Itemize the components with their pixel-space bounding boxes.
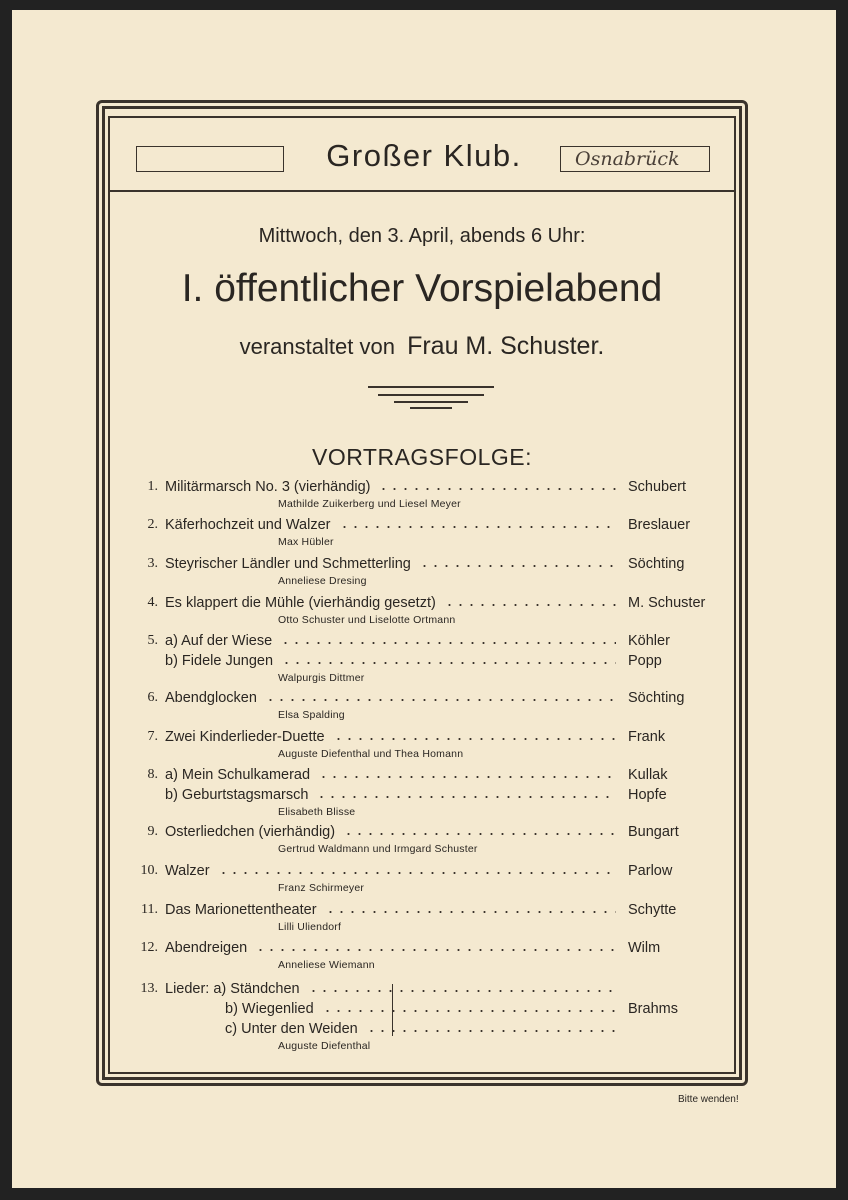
item-number: 12. xyxy=(140,940,158,955)
item-performers: Lilli Uliendorf xyxy=(278,921,342,933)
dot-leader xyxy=(280,637,616,649)
item-number: 10. xyxy=(140,863,158,878)
handwritten-note: Osnabrück xyxy=(575,148,680,170)
organizer-name: Frau M. Schuster. xyxy=(407,332,605,360)
item-performers: Gertrud Waldmann und Irmgard Schuster xyxy=(278,843,478,855)
item-title: Steyrischer Ländler und Schmetterling xyxy=(165,556,411,572)
event-title: I. öffentlicher Vorspielabend xyxy=(181,267,663,310)
item-performers: Anneliese Wiemann xyxy=(278,959,375,971)
item-title: b) Fidele Jungen xyxy=(165,653,274,669)
dot-leader xyxy=(322,1005,616,1017)
dot-leader xyxy=(318,771,616,783)
item-performers: Franz Schirmeyer xyxy=(278,882,365,894)
item-number: 4. xyxy=(147,595,158,610)
dot-leader xyxy=(333,733,616,745)
item-title: Lieder: a) Ständchen xyxy=(165,981,300,997)
item-number: 8. xyxy=(147,767,158,782)
event-organizer xyxy=(108,332,736,361)
item-number: 7. xyxy=(147,729,158,744)
item-title: Militärmarsch No. 3 (vierhändig) xyxy=(165,479,371,495)
handwritten-box xyxy=(560,146,710,172)
item-performers: Auguste Diefenthal xyxy=(278,1040,371,1052)
item-composer: Kullak xyxy=(628,767,668,783)
item-number: 9. xyxy=(147,824,158,839)
item-composer: Schubert xyxy=(628,479,687,495)
footer-note: Bitte wenden! xyxy=(678,1094,739,1105)
item-performers: Max Hübler xyxy=(278,536,334,548)
blank-box xyxy=(136,146,284,172)
item-performers: Walpurgis Dittmer xyxy=(278,672,365,684)
dot-leader xyxy=(308,985,616,997)
item-composer: Breslauer xyxy=(628,517,691,533)
item-number: 13. xyxy=(140,981,158,996)
item-number: 5. xyxy=(147,633,158,648)
dot-leader xyxy=(218,867,616,879)
dot-leader xyxy=(316,791,616,803)
item-number: 6. xyxy=(147,690,158,705)
item-performers: Anneliese Dresing xyxy=(278,575,367,587)
item-performers: Elsa Spalding xyxy=(278,709,345,721)
item-title: Zwei Kinderlieder-Duette xyxy=(165,729,325,745)
dot-leader xyxy=(343,828,616,840)
club-title: Großer Klub. xyxy=(326,138,522,173)
item-title: Osterliedchen (vierhändig) xyxy=(165,824,336,840)
item-composer: M. Schuster xyxy=(628,595,706,611)
item-title: Abendglocken xyxy=(165,690,257,706)
item-title: Abendreigen xyxy=(165,940,248,956)
item-composer: Brahms xyxy=(628,1001,678,1017)
dot-leader xyxy=(378,483,616,495)
item-composer: Frank xyxy=(628,729,666,745)
item-composer: Söchting xyxy=(628,690,685,706)
dot-leader xyxy=(419,560,616,572)
item-title: Käferhochzeit und Walzer xyxy=(165,517,331,533)
item-performers: Otto Schuster und Liselotte Ortmann xyxy=(278,614,456,626)
item-composer: Hopfe xyxy=(628,787,667,803)
header-divider xyxy=(108,190,736,192)
item-composer: Popp xyxy=(628,653,662,669)
organizer-prefix: veranstaltet von xyxy=(239,334,395,359)
item-title: Das Marionettentheater xyxy=(165,902,317,918)
dot-leader xyxy=(265,694,616,706)
dot-leader xyxy=(366,1025,616,1037)
item-title: Es klappert die Mühle (vierhändig gesetzt) xyxy=(165,595,436,611)
item-title: a) Mein Schulkamerad xyxy=(165,767,311,783)
item-number: 11. xyxy=(141,902,158,917)
item-number: 3. xyxy=(147,556,158,571)
dot-leader xyxy=(255,944,616,956)
item-number: 1. xyxy=(147,479,158,494)
item-composer: Bungart xyxy=(628,824,679,840)
item-composer: Söchting xyxy=(628,556,685,572)
item-composer: Parlow xyxy=(628,863,673,879)
item-title: a) Auf der Wiese xyxy=(165,633,273,649)
song-group-brace xyxy=(392,984,393,1036)
item-composer: Köhler xyxy=(628,633,670,649)
dot-leader xyxy=(339,521,616,533)
item-title: Walzer xyxy=(165,863,210,879)
dot-leader xyxy=(281,657,616,669)
dot-leader xyxy=(325,906,616,918)
item-composer: Wilm xyxy=(628,940,661,956)
item-composer: Schytte xyxy=(628,902,677,918)
item-performers: Mathilde Zuikerberg und Liesel Meyer xyxy=(278,498,461,510)
item-title: b) Wiegenlied xyxy=(225,1001,314,1017)
event-date: Mittwoch, den 3. April, abends 6 Uhr: xyxy=(258,225,586,247)
item-performers: Auguste Diefenthal und Thea Homann xyxy=(278,748,464,760)
ornament-divider xyxy=(368,386,494,410)
program-heading: VORTRAGSFOLGE: xyxy=(311,444,532,470)
item-performers: Elisabeth Blisse xyxy=(278,806,356,818)
dot-leader xyxy=(444,599,616,611)
item-title: c) Unter den Weiden xyxy=(225,1021,358,1037)
item-number: 2. xyxy=(147,517,158,532)
item-title: b) Geburtstagsmarsch xyxy=(165,787,309,803)
